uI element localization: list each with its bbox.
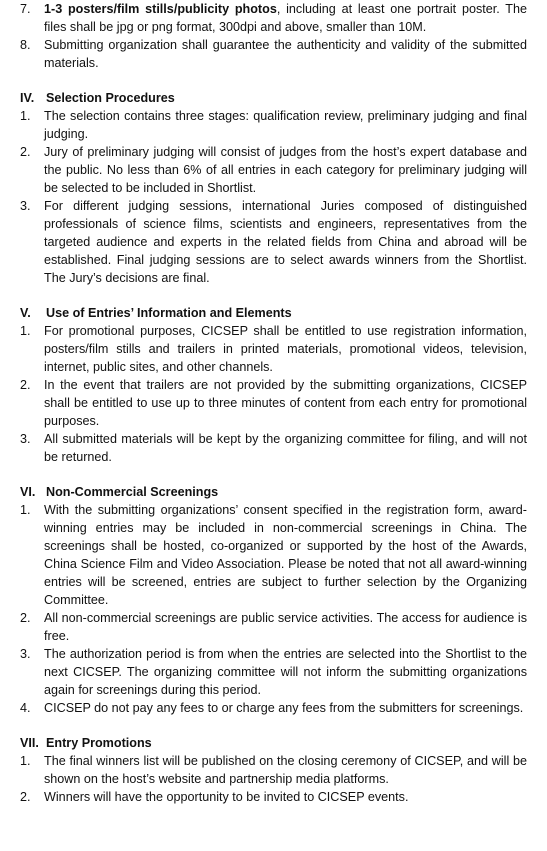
item-text: CICSEP do not pay any fees to or charge any fees from the submitters for screenings. — [44, 701, 524, 715]
section-number: IV. — [20, 91, 35, 105]
item-number: 2. — [20, 145, 31, 159]
list-item — [20, 645, 527, 699]
section-title: Selection Procedures — [46, 91, 175, 105]
section-title: Entry Promotions — [46, 736, 152, 750]
item-text: The final winners list will be published on the closing ceremony of CICSEP, and will be shown on the host’s website and partnership media platforms. — [44, 754, 527, 786]
section-entry-promotions — [20, 734, 527, 806]
section-list — [20, 752, 527, 806]
section-non-commercial-screenings — [20, 483, 527, 717]
list-item — [20, 36, 527, 72]
section-number: VII. — [20, 736, 39, 750]
list-item — [20, 609, 527, 645]
item-number: 3. — [20, 199, 31, 213]
section-use-of-entries — [20, 304, 527, 466]
item-text: In the event that trailers are not provided by the submitting organizations, CICSEP shall be entitled to use up to three minutes of content from each entry for promotional purposes. — [44, 378, 527, 428]
item-number: 7. — [20, 2, 31, 16]
item-text: The selection contains three stages: qualification review, preliminary judging and final judging. — [44, 109, 527, 141]
section-heading — [20, 734, 527, 752]
section-list — [20, 501, 527, 717]
item-number: 3. — [20, 647, 31, 661]
section-list — [20, 322, 527, 466]
list-item — [20, 376, 527, 430]
item-number: 4. — [20, 701, 31, 715]
item-number: 1. — [20, 503, 31, 517]
list-item — [20, 788, 527, 806]
list-item — [20, 430, 527, 466]
item-text: The authorization period is from when the entries are selected into the Shortlist to the next CICSEP. The organizing committee will not inform the submitting organizations again for screenings during this period. — [44, 647, 527, 697]
section-heading — [20, 483, 527, 501]
item-lead-bold: 1-3 posters/film stills/publicity photos — [44, 2, 277, 16]
item-rest: , including at least one portrait poster. The files shall be jpg or png format, 300dpi and above, smaller than 10M. — [44, 2, 527, 34]
list-item — [20, 143, 527, 197]
section-number: VI. — [20, 485, 36, 499]
section-title: Use of Entries’ Information and Elements — [46, 306, 292, 320]
list-item — [20, 0, 527, 36]
list-item — [20, 107, 527, 143]
item-number: 2. — [20, 790, 31, 804]
item-text: With the submitting organizations’ consent specified in the registration form, award-winning entries may be included in non-commercial screenings in China. The screenings shall be hosted, co-organized or supported by the host of the Awards, China Science Film and Video Association. Please be noted that not all award-winning entries will be screened, entries are subject to further selection by the Organizing Committee. — [44, 503, 527, 607]
item-text — [44, 0, 527, 36]
item-number: 2. — [20, 611, 31, 625]
list-item — [20, 699, 527, 717]
section-heading — [20, 89, 527, 107]
item-text: Submitting organization shall guarantee the authenticity and validity of the submitted materials. — [44, 38, 527, 70]
item-number: 3. — [20, 432, 31, 446]
item-number: 8. — [20, 38, 31, 52]
section-title: Non-Commercial Screenings — [46, 485, 219, 499]
item-number: 1. — [20, 109, 31, 123]
list-item — [20, 322, 527, 376]
entry-materials-list — [20, 0, 527, 72]
item-text: Winners will have the opportunity to be invited to CICSEP events. — [44, 790, 409, 804]
section-number: V. — [20, 306, 31, 320]
item-number: 1. — [20, 324, 31, 338]
item-text: For different judging sessions, international Juries composed of distinguished professionals of science films, scientists and engineers, representatives from the targeted audience and experts in the related fields from China and abroad will be established. Final judging sessions are to select awards winners from the Shortlist. The Jury’s decisions are final. — [44, 199, 527, 285]
section-heading — [20, 304, 527, 322]
item-text: Jury of preliminary judging will consist of judges from the host’s expert database and the public. No less than 6% of all entries in each category for preliminary judging will be selected to be included in Shortlist. — [44, 145, 527, 195]
section-list — [20, 107, 527, 287]
item-text: All non-commercial screenings are public service activities. The access for audience is free. — [44, 611, 527, 643]
item-text: All submitted materials will be kept by the organizing committee for filing, and will not be returned. — [44, 432, 527, 464]
list-item — [20, 197, 527, 287]
item-number: 1. — [20, 754, 31, 768]
list-item — [20, 501, 527, 609]
section-selection-procedures — [20, 89, 527, 287]
list-item — [20, 752, 527, 788]
item-number: 2. — [20, 378, 31, 392]
item-text: For promotional purposes, CICSEP shall be entitled to use registration information, posters/film stills and trailers in printed materials, promotional videos, television, internet, public sites, and other channels. — [44, 324, 527, 374]
